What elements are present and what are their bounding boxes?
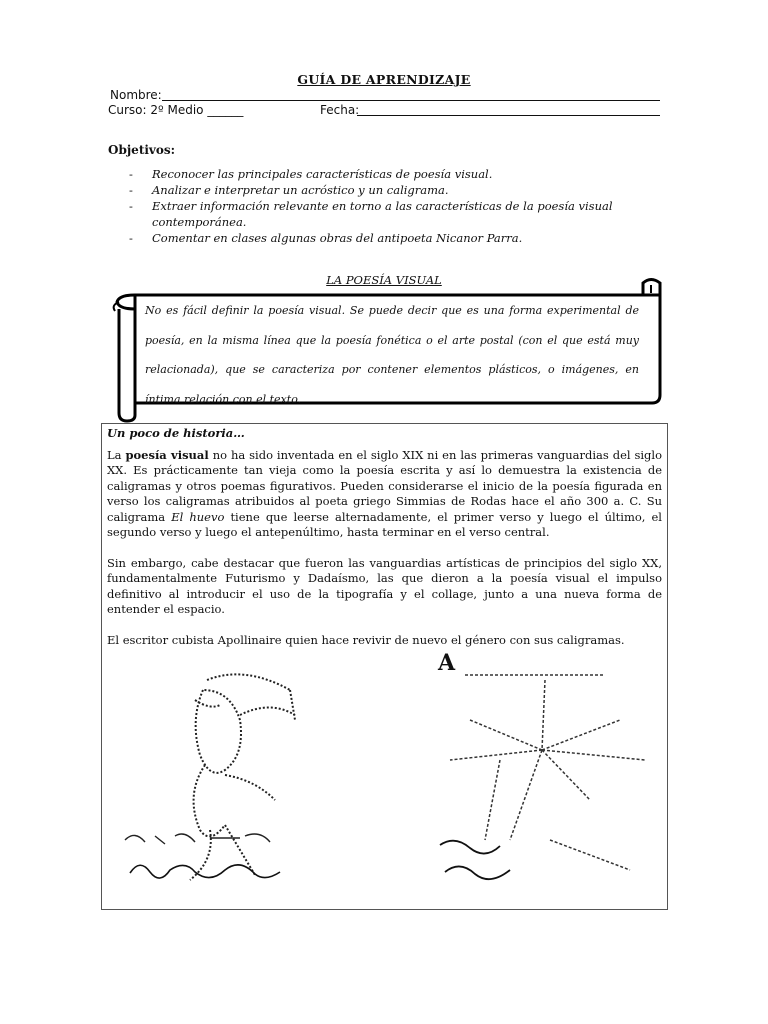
nombre-label: Nombre: bbox=[110, 88, 162, 102]
curso-label: Curso: 2º Medio ______ bbox=[108, 103, 244, 117]
p1-bold: poesía visual bbox=[125, 447, 209, 462]
fecha-label: Fecha: bbox=[320, 103, 360, 117]
page-title: GUÍA DE APRENDIZAJE bbox=[297, 72, 471, 87]
objective-item: - Comentar en clases algunas obras del antipoeta Nicanor Parra. bbox=[108, 230, 648, 246]
nombre-field[interactable] bbox=[162, 100, 660, 101]
scroll-text: No es fácil definir la poesía visual. Se puede decir que es una forma experimental de poesía, en la misma línea que la poesía fonética o el arte postal (con el que está muy relacionada), que se caracteriza por contener elementos plásticos, o imágenes, en íntima relación con el texto. bbox=[145, 304, 639, 406]
history-heading: Un poco de historia… bbox=[107, 426, 245, 440]
section-title: LA POESÍA VISUAL bbox=[326, 273, 442, 287]
objective-item: - Extraer información relevante en torno a las características de la poesía visual contemporánea. bbox=[108, 198, 648, 230]
objectives-title: Objetivos: bbox=[108, 143, 176, 157]
objective-item: - Reconocer las principales características de poesía visual. bbox=[108, 166, 648, 182]
history-paragraph-1 bbox=[107, 448, 662, 541]
objectives-list bbox=[108, 166, 648, 246]
history-paragraph-2: Sin embargo, cabe destacar que fueron las vanguardias artísticas de principios del siglo XX, fundamentalmente Futurismo y Dadaísmo, las que dieron a la poesía visual el impulso definitivo al introducir el uso de la tipografía y el collage, junto a una nueva forma de entender el espacio. bbox=[107, 555, 662, 616]
calligram-figure-right bbox=[430, 650, 660, 900]
history-paragraph-3: El escritor cubista Apollinaire quien hace revivir de nuevo el género con sus caligramas. bbox=[107, 632, 625, 647]
p1-lead: La bbox=[107, 447, 122, 462]
objective-item: - Analizar e interpretar un acróstico y un caligrama. bbox=[108, 182, 648, 198]
svg-text:A: A bbox=[438, 650, 456, 676]
p1-text-b: tiene que leerse alternadamente, el primer verso y luego el último, el segundo verso y luego el antepenúltimo, hasta terminar en el verso central. bbox=[107, 509, 662, 539]
fecha-field[interactable] bbox=[357, 115, 660, 116]
history-section bbox=[107, 426, 662, 663]
p1-italic: El huevo bbox=[171, 509, 225, 524]
p1-text-a: no ha sido inventada en el siglo XIX ni en las primeras vanguardias del siglo XX. Es prácticamente tan vieja como la poesía escrita y así lo demuestra la existencia de caligramas y otros poemas figurativos. Pueden considerarse el inicio de la poesía figurada en verso los caligramas atribuidos al poeta griego Simmias de Rodas hace el año 300 a. C. Su caligrama bbox=[107, 447, 663, 524]
